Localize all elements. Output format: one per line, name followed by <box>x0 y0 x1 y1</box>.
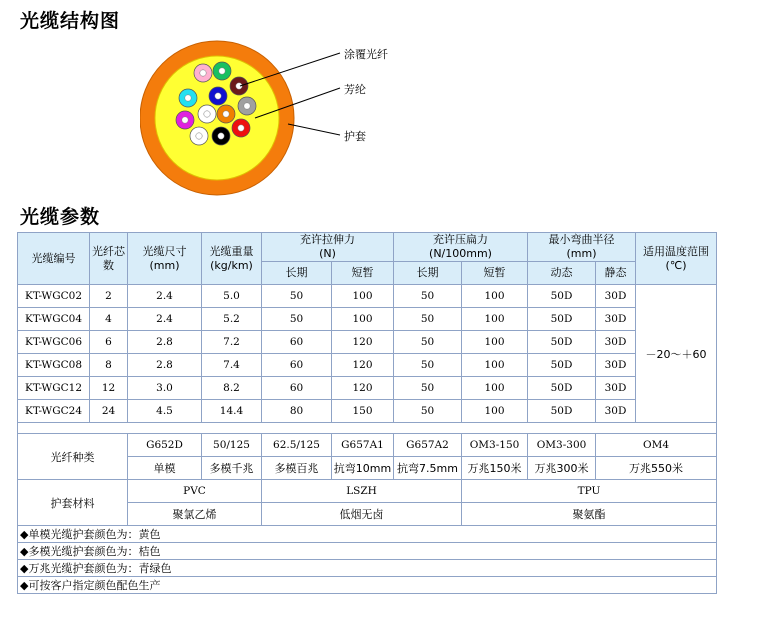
hdr-bend: 最小弯曲半径 (mm) <box>528 233 636 262</box>
fiber-core <box>215 93 221 99</box>
hdr-tensile-short: 短暂 <box>332 262 394 285</box>
cell-fibers: 12 <box>90 377 128 400</box>
cell-t-long: 50 <box>262 285 332 308</box>
hdr-fibers: 光纤芯数 <box>90 233 128 285</box>
fiber-core <box>200 70 206 76</box>
hdr-bend-dynamic: 动态 <box>528 262 596 285</box>
jacket-name: 聚氯乙烯 <box>128 503 262 526</box>
fiber-name: 万兆550米 <box>596 457 717 480</box>
jacket-name: 聚氨酯 <box>462 503 717 526</box>
hdr-size: 光缆尺寸 (mm) <box>128 233 202 285</box>
fiber-core <box>204 111 210 117</box>
hdr-crush-long: 长期 <box>394 262 462 285</box>
hdr-tensile-long: 长期 <box>262 262 332 285</box>
cell-dyn: 50D <box>528 400 596 423</box>
cell-c-long: 50 <box>394 354 462 377</box>
hdr-weight: 光缆重量 (kg/km) <box>202 233 262 285</box>
cell-sta: 30D <box>596 400 636 423</box>
fiber-code: 50/125 <box>202 434 262 457</box>
cell-size: 2.4 <box>128 285 202 308</box>
cell-code: KT-WGC12 <box>18 377 90 400</box>
cell-weight: 7.2 <box>202 331 262 354</box>
note-row: ◆万兆光缆护套颜色为：青绿色 <box>18 560 717 577</box>
cell-c-long: 50 <box>394 308 462 331</box>
cell-c-short: 100 <box>462 377 528 400</box>
jacket-name: 低烟无卤 <box>262 503 462 526</box>
cell-weight: 5.2 <box>202 308 262 331</box>
cell-dyn: 50D <box>528 331 596 354</box>
cell-weight: 7.4 <box>202 354 262 377</box>
hdr-crush-short: 短暂 <box>462 262 528 285</box>
cell-t-short: 120 <box>332 331 394 354</box>
cell-c-long: 50 <box>394 400 462 423</box>
fiber-code: G657A1 <box>332 434 394 457</box>
label-coated-fiber: 涂覆光纤 <box>344 48 388 61</box>
fiber-name: 抗弯7.5mm <box>394 457 462 480</box>
fiber-code: OM3-150 <box>462 434 528 457</box>
leader-jacket <box>288 124 340 135</box>
cell-weight: 14.4 <box>202 400 262 423</box>
cell-t-short: 100 <box>332 308 394 331</box>
cell-sta: 30D <box>596 377 636 400</box>
table-row <box>18 377 717 400</box>
fiber-name: 单模 <box>128 457 202 480</box>
cell-t-long: 50 <box>262 308 332 331</box>
cable-cross-section <box>140 38 370 198</box>
cell-code: KT-WGC04 <box>18 308 90 331</box>
spec-table <box>17 232 717 594</box>
label-aramid: 芳纶 <box>344 83 366 96</box>
label-jacket: 护套 <box>344 130 366 143</box>
cell-c-short: 100 <box>462 308 528 331</box>
cell-size: 2.8 <box>128 354 202 377</box>
cell-dyn: 50D <box>528 377 596 400</box>
hdr-code: 光缆编号 <box>18 233 90 285</box>
hdr-bend-static: 静态 <box>596 262 636 285</box>
cell-t-long: 60 <box>262 377 332 400</box>
cell-sta: 30D <box>596 354 636 377</box>
cell-t-long: 80 <box>262 400 332 423</box>
cell-sta: 30D <box>596 331 636 354</box>
cell-weight: 8.2 <box>202 377 262 400</box>
cell-sta: 30D <box>596 308 636 331</box>
cell-c-long: 50 <box>394 285 462 308</box>
hdr-tensile: 充许拉伸力 (N) <box>262 233 394 262</box>
cell-t-short: 120 <box>332 377 394 400</box>
fiber-name: 万兆150米 <box>462 457 528 480</box>
fiber-code: 62.5/125 <box>262 434 332 457</box>
fiber-core <box>185 95 191 101</box>
table-row <box>18 308 717 331</box>
cell-fibers: 8 <box>90 354 128 377</box>
table-row <box>18 285 717 308</box>
cell-fibers: 4 <box>90 308 128 331</box>
temp-range-cell: －20～＋60 <box>636 285 717 423</box>
jacket-material-label: 护套材料 <box>18 480 128 526</box>
hdr-crush: 充许压扁力 (N/100mm) <box>394 233 528 262</box>
fiber-core <box>223 111 229 117</box>
params-heading: 光缆参数 <box>20 206 101 228</box>
cell-c-long: 50 <box>394 377 462 400</box>
fiber-core <box>244 103 250 109</box>
cell-sta: 30D <box>596 285 636 308</box>
cell-code: KT-WGC06 <box>18 331 90 354</box>
structure-heading: 光缆结构图 <box>20 10 121 32</box>
jacket-code: PVC <box>128 480 262 503</box>
cell-c-long: 50 <box>394 331 462 354</box>
table-row <box>18 354 717 377</box>
fiber-code: G652D <box>128 434 202 457</box>
hdr-temp: 适用温度范围 (℃) <box>636 233 717 285</box>
cell-t-long: 60 <box>262 354 332 377</box>
cell-code: KT-WGC24 <box>18 400 90 423</box>
cell-c-short: 100 <box>462 285 528 308</box>
fiber-name: 抗弯10mm <box>332 457 394 480</box>
table-row <box>18 400 717 423</box>
cell-fibers: 24 <box>90 400 128 423</box>
fiber-core <box>238 125 244 131</box>
cell-size: 2.4 <box>128 308 202 331</box>
fiber-core <box>196 133 202 139</box>
cell-code: KT-WGC08 <box>18 354 90 377</box>
cell-weight: 5.0 <box>202 285 262 308</box>
cell-t-short: 120 <box>332 354 394 377</box>
cell-t-long: 60 <box>262 331 332 354</box>
cell-dyn: 50D <box>528 285 596 308</box>
fiber-core <box>182 117 188 123</box>
table-row <box>18 331 717 354</box>
fiber-name: 多模千兆 <box>202 457 262 480</box>
cell-fibers: 2 <box>90 285 128 308</box>
jacket-code: TPU <box>462 480 717 503</box>
cell-size: 2.8 <box>128 331 202 354</box>
note-row: ◆多模光缆护套颜色为：桔色 <box>18 543 717 560</box>
cell-size: 3.0 <box>128 377 202 400</box>
fiber-name: 多模百兆 <box>262 457 332 480</box>
fiber-code: G657A2 <box>394 434 462 457</box>
note-row: ◆单模光缆护套颜色为：黄色 <box>18 526 717 543</box>
fiber-core <box>218 133 224 139</box>
fiber-core <box>219 68 225 74</box>
fiber-code: OM3-300 <box>528 434 596 457</box>
cell-t-short: 150 <box>332 400 394 423</box>
cell-size: 4.5 <box>128 400 202 423</box>
fiber-name: 万兆300米 <box>528 457 596 480</box>
fiber-types-label: 光纤种类 <box>18 434 128 480</box>
note-row: ◆可按客户指定颜色配色生产 <box>18 577 717 594</box>
fiber-code: OM4 <box>596 434 717 457</box>
cell-code: KT-WGC02 <box>18 285 90 308</box>
jacket-code: LSZH <box>262 480 462 503</box>
cell-c-short: 100 <box>462 331 528 354</box>
cell-c-short: 100 <box>462 354 528 377</box>
cell-c-short: 100 <box>462 400 528 423</box>
separator-row <box>18 423 717 434</box>
cell-t-short: 100 <box>332 285 394 308</box>
cell-fibers: 6 <box>90 331 128 354</box>
cell-dyn: 50D <box>528 308 596 331</box>
cell-dyn: 50D <box>528 354 596 377</box>
